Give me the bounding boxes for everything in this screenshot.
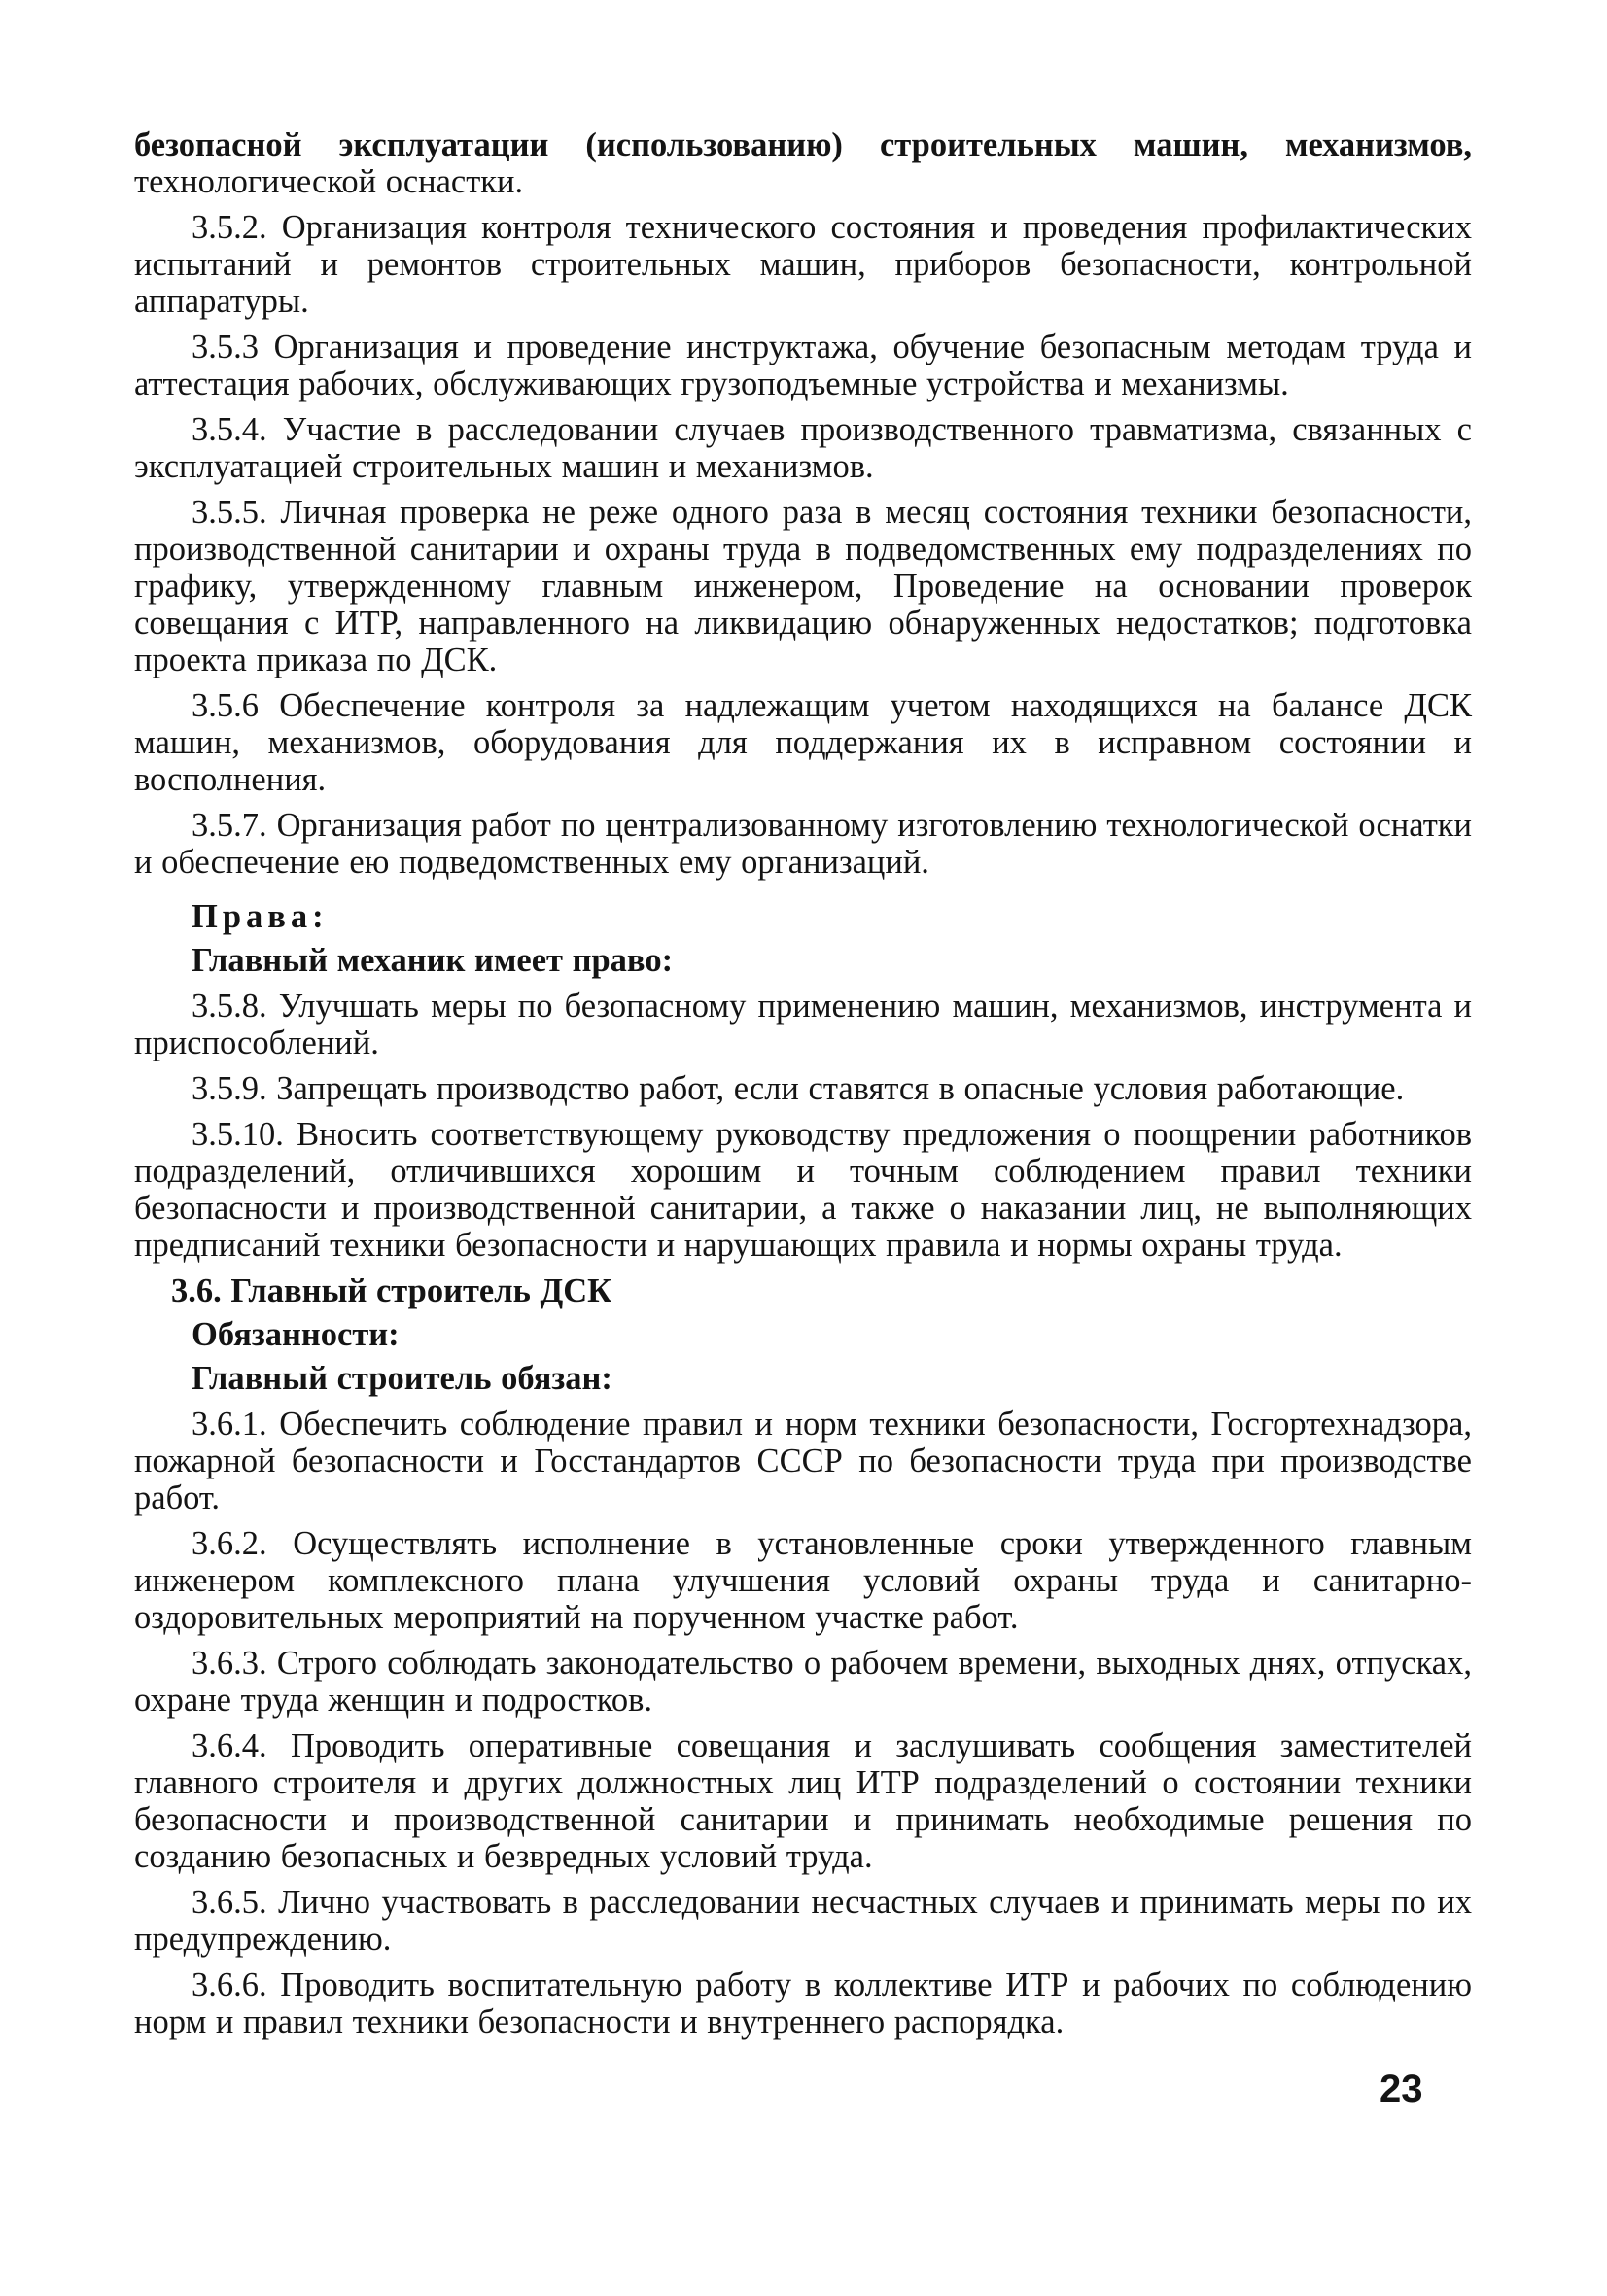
clause-3-5-9: 3.5.9. Запрещать производство работ, если ставятся в опасные условия работающие. <box>192 1070 1405 1107</box>
intro-paragraph <box>134 126 1472 200</box>
section-3-6-title: 3.6. Главный строитель ДСК <box>171 1272 612 1309</box>
clause-3-5-2: 3.5.2. Организация контроля технического состояния и проведения профилактических испытаний и ремонтов строительных машин, приборов безопасности, контрольной аппаратуры. <box>134 209 1472 320</box>
clause-3-6-6: 3.6.6. Проводить воспитательную работу в коллективе ИТР и рабочих по соблюдению норм и правил техники безопасности и внутреннего распорядка. <box>134 1966 1472 2040</box>
clause-3-5-5: 3.5.5. Личная проверка не реже одного раза в месяц состояния техники безопасности, производственной санитарии и охраны труда в подведомственных ему подразделениях по графику, утвержденному главным инженером, Проведение на основании проверок совещания с ИТР, направленного на ликвидацию обнаруженных недостатков; подготовка проекта приказа по ДСК. <box>134 494 1472 678</box>
section-3-6-duties-heading: Обязанности: <box>192 1316 400 1353</box>
clause-3-6-1: 3.6.1. Обеспечить соблюдение правил и норм техники безопасности, Госгортехнадзора, пожарной безопасности и Госстандартов СССР по безопасности труда при производстве работ. <box>134 1406 1472 1516</box>
clause-3-6-2: 3.6.2. Осуществлять исполнение в установленные сроки утвержденного главным инженером комплексного плана улучшения условий охраны труда и санитарно-оздоровительных мероприятий на порученном участке работ. <box>134 1525 1472 1636</box>
clause-3-5-10: 3.5.10. Вносить соответствующему руководству предложения о поощрении работников подразделений, отличившихся хорошим и точным соблюдением правил техники безопасности и производственной санитарии, а также о наказании лиц, не выполняющих предписаний техники безопасности и нарушающих правила и нормы охраны труда. <box>134 1116 1472 1264</box>
clause-3-5-4: 3.5.4. Участие в расследовании случаев производственного травматизма, связанных с эксплуатацией строительных машин и механизмов. <box>134 411 1472 485</box>
clause-3-6-3: 3.6.3. Строго соблюдать законодательство о рабочем времени, выходных днях, отпусках, охране труда женщин и подростков. <box>134 1645 1472 1719</box>
page-number: 23 <box>1380 2068 1423 2110</box>
clause-3-5-6: 3.5.6 Обеспечение контроля за надлежащим учетом находящихся на балансе ДСК машин, механизмов, оборудования для поддержания их в исправном состоянии и восполнения. <box>134 687 1472 798</box>
intro-lead-text: безопасной эксплуатации (использованию) строительных машин, механизмов, <box>134 126 1472 163</box>
clause-3-5-3: 3.5.3 Организация и проведение инструктажа, обучение безопасным методам труда и аттестация рабочих, обслуживающих грузоподъемные устройства и механизмы. <box>134 329 1472 402</box>
rights-heading: Права: <box>192 898 329 935</box>
document-page <box>134 126 1472 2049</box>
clause-3-6-5: 3.6.5. Лично участвовать в расследовании несчастных случаев и принимать меры по их предупреждению. <box>134 1884 1472 1958</box>
intro-rest-text: технологической оснастки. <box>134 163 524 200</box>
rights-subheading: Главный механик имеет право: <box>192 942 674 979</box>
clause-3-5-8: 3.5.8. Улучшать меры по безопасному применению машин, механизмов, инструмента и приспособлений. <box>134 988 1472 1061</box>
section-3-6-duties-subheading: Главный строитель обязан: <box>192 1360 612 1397</box>
clause-3-5-7: 3.5.7. Организация работ по централизованному изготовлению технологической оснатки и обеспечение ею подведомственных ему организаций. <box>134 807 1472 881</box>
clause-3-6-4: 3.6.4. Проводить оперативные совещания и заслушивать сообщения заместителей главного строителя и других должностных лиц ИТР подразделений о состоянии техники безопасности и производственной санитарии и принимать необходимые решения по созданию безопасных и безвредных условий труда. <box>134 1727 1472 1875</box>
